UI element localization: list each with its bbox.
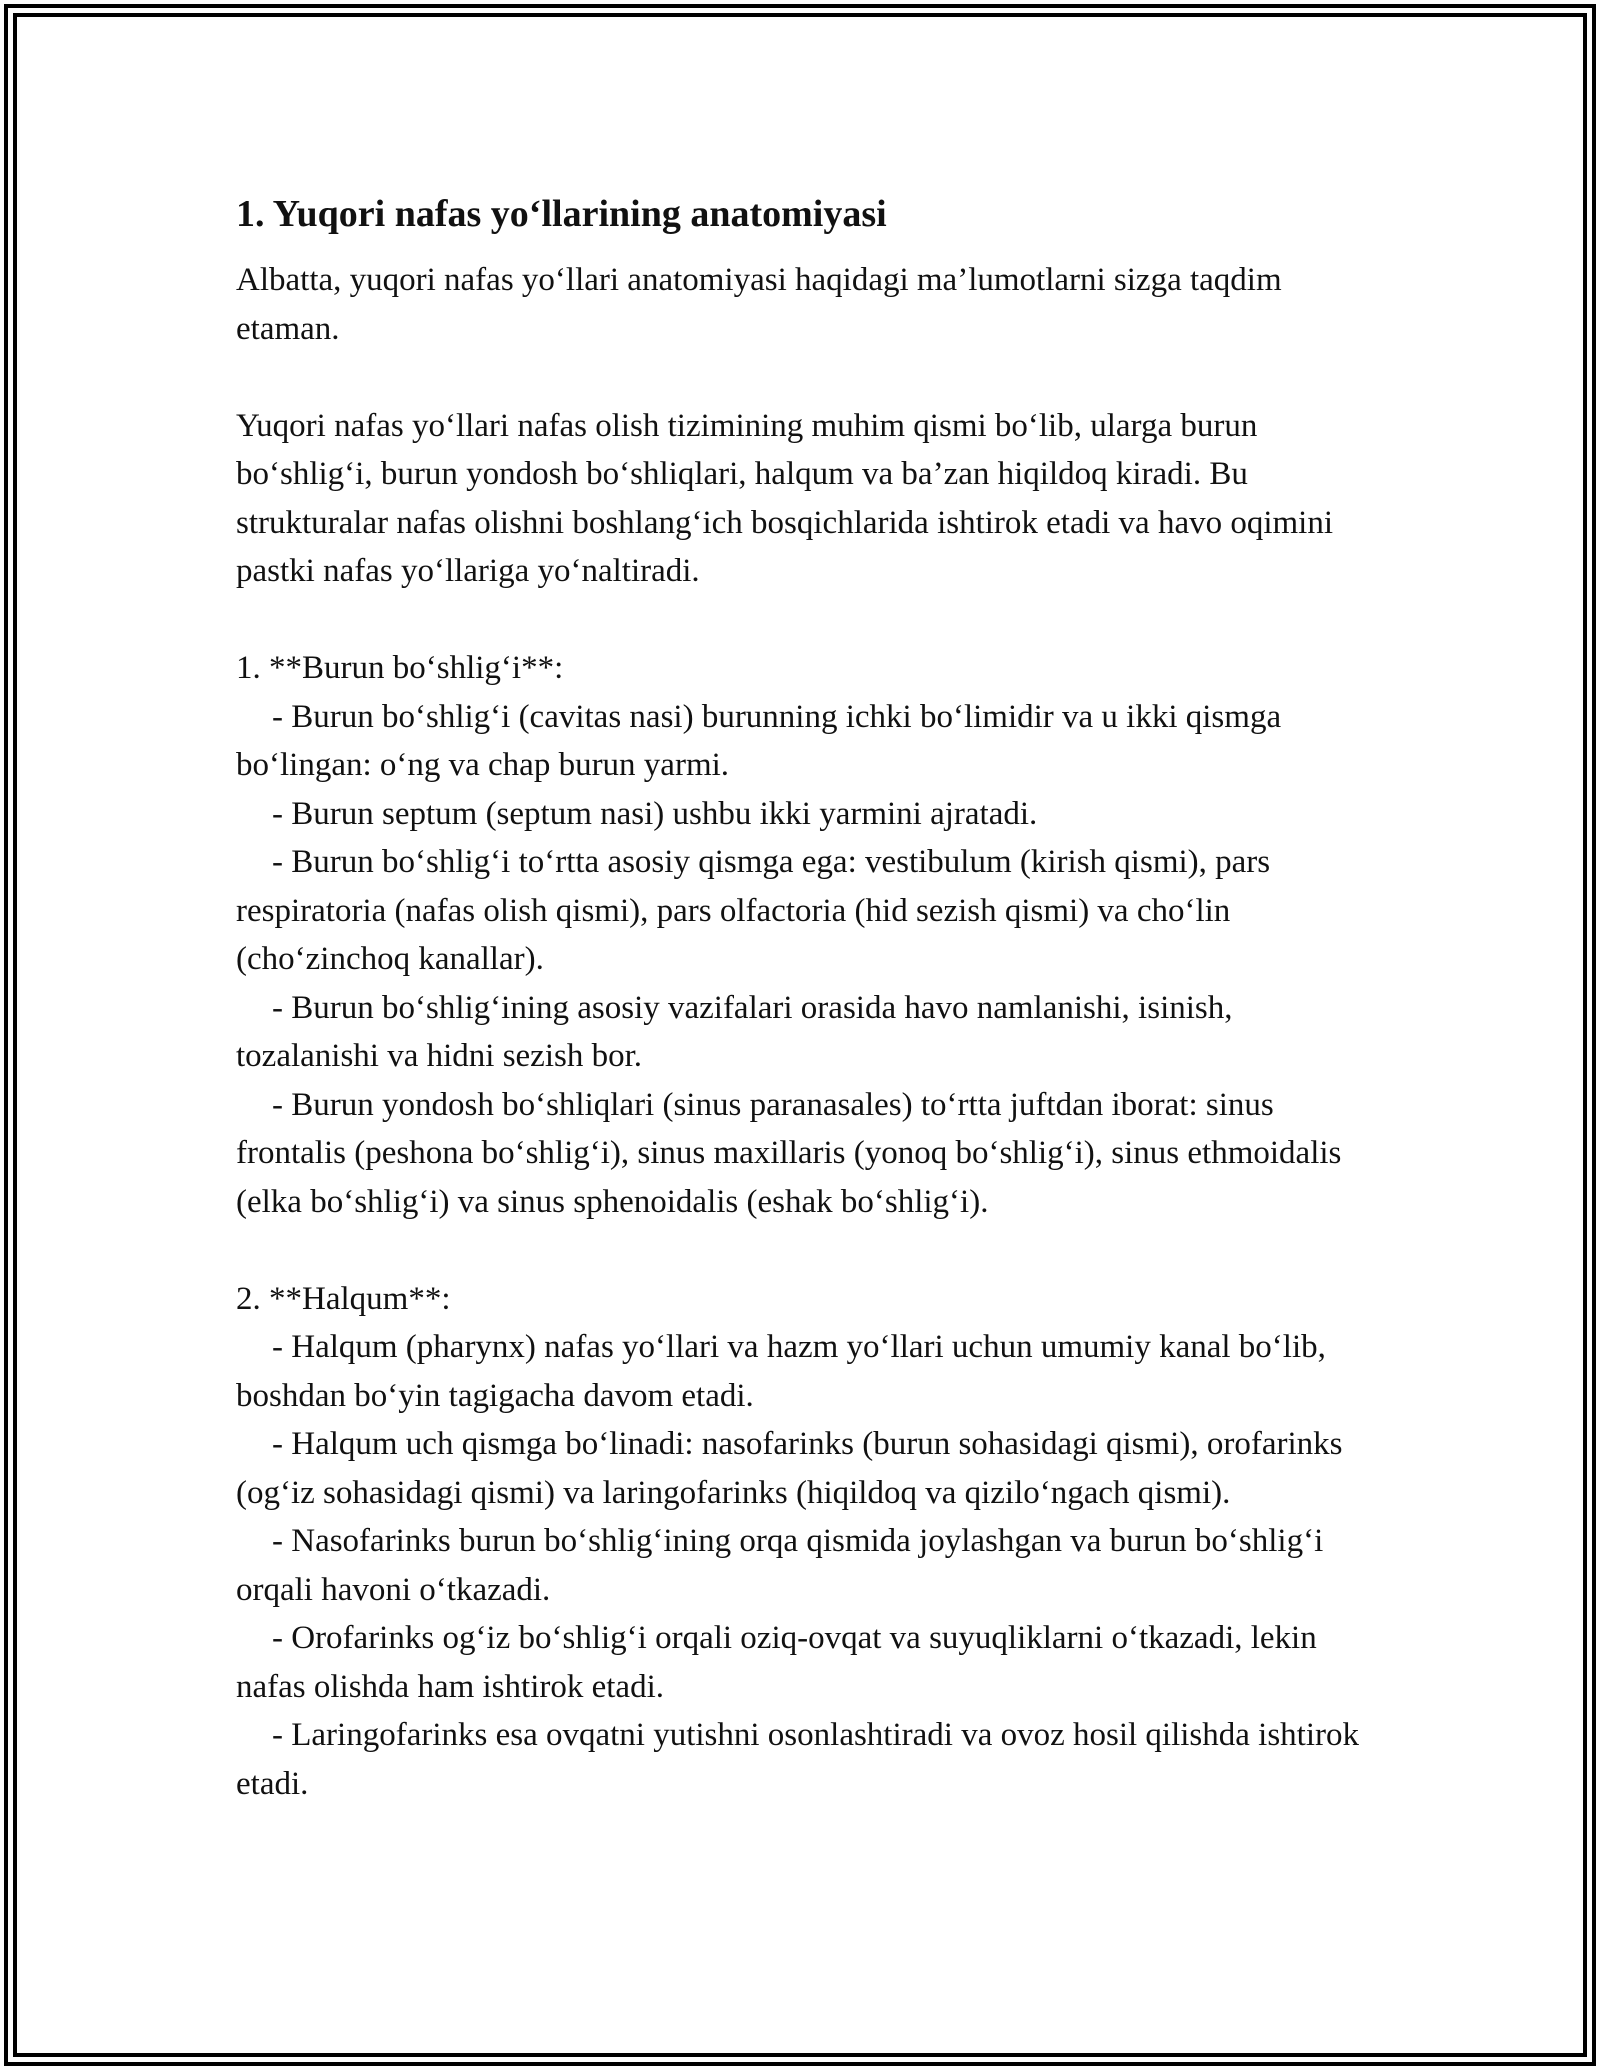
list-item: - Halqum (pharynx) nafas yo‘llari va hazm yo‘llari uchun umumiy kanal bo‘lib, boshdan bo‘yin tagigacha davom etadi.: [236, 1329, 1326, 1414]
list-item: - Burun bo‘shlig‘i to‘rtta asosiy qismga ega: vestibulum (kirish qismi), pars respiratoria (nafas olish qismi), pars olfactoria (hid sezish qismi) va cho‘lin (cho‘zinchoq kanallar).: [236, 844, 1271, 977]
section-heading: 2. **Halqum**:: [236, 1280, 451, 1317]
list-item: - Laringofarinks esa ovqatni yutishni osonlashtiradi va ovoz hosil qilishda ishtirok etadi.: [236, 1717, 1360, 1802]
intro-paragraph: Albatta, yuqori nafas yo‘llari anatomiyasi haqidagi ma’lumotlarni sizga taqdim etaman.: [236, 262, 1282, 347]
overview-paragraph: Yuqori nafas yo‘llari nafas olish tizimining muhim qismi bo‘lib, ularga burun bo‘shlig‘i, burun yondosh bo‘shliqlari, halqum va ba’zan hiqildoq kiradi. Bu strukturalar nafas olishni boshlang‘ich bosqichlarida ishtirok etadi va havo oqimini pastki nafas yo‘llariga yo‘naltiradi.: [236, 407, 1334, 589]
section-halqum: [236, 1275, 1376, 1809]
section-burun: [236, 644, 1376, 1226]
paragraph-gap: [236, 1226, 1376, 1275]
list-item: - Burun yondosh bo‘shliqlari (sinus paranasales) to‘rtta juftdan iborat: sinus frontalis (peshona bo‘shlig‘i), sinus maxillaris (yonoq bo‘shlig‘i), sinus ethmoidalis (elka bo‘shlig‘i) va sinus sphenoidalis (eshak bo‘shlig‘i).: [236, 1086, 1342, 1220]
list-item: - Burun septum (septum nasi) ushbu ikki yarmini ajratadi.: [272, 795, 1038, 832]
list-item: - Halqum uch qismga bo‘linadi: nasofarinks (burun sohasidagi qismi), orofarinks (og‘iz sohasidagi qismi) va laringofarinks (hiqildoq va qizilo‘ngach qismi).: [236, 1426, 1343, 1511]
document-title: 1. Yuqori nafas yo‘llarining anatomiyasi: [236, 193, 887, 235]
list-item: - Nasofarinks burun bo‘shlig‘ining orqa qismida joylashgan va burun bo‘shlig‘i orqali havoni o‘tkazadi.: [236, 1523, 1324, 1608]
list-item: - Burun bo‘shlig‘i (cavitas nasi) burunning ichki bo‘limidir va u ikki qismga bo‘lingan: o‘ng va chap burun yarmi.: [236, 698, 1282, 783]
list-item: - Orofarinks og‘iz bo‘shlig‘i orqali oziq-ovqat va suyuqliklarni o‘tkazadi, lekin nafas olishda ham ishtirok etadi.: [236, 1620, 1317, 1705]
paragraph-gap: [236, 353, 1376, 402]
document-body: [236, 186, 1376, 1808]
section-heading: 1. **Burun bo‘shlig‘i**:: [236, 650, 564, 686]
list-item: - Burun bo‘shlig‘ining asosiy vazifalari orasida havo namlanishi, isinish, tozalanishi va hidni sezish bor.: [236, 989, 1233, 1074]
paragraph-gap: [236, 596, 1376, 645]
